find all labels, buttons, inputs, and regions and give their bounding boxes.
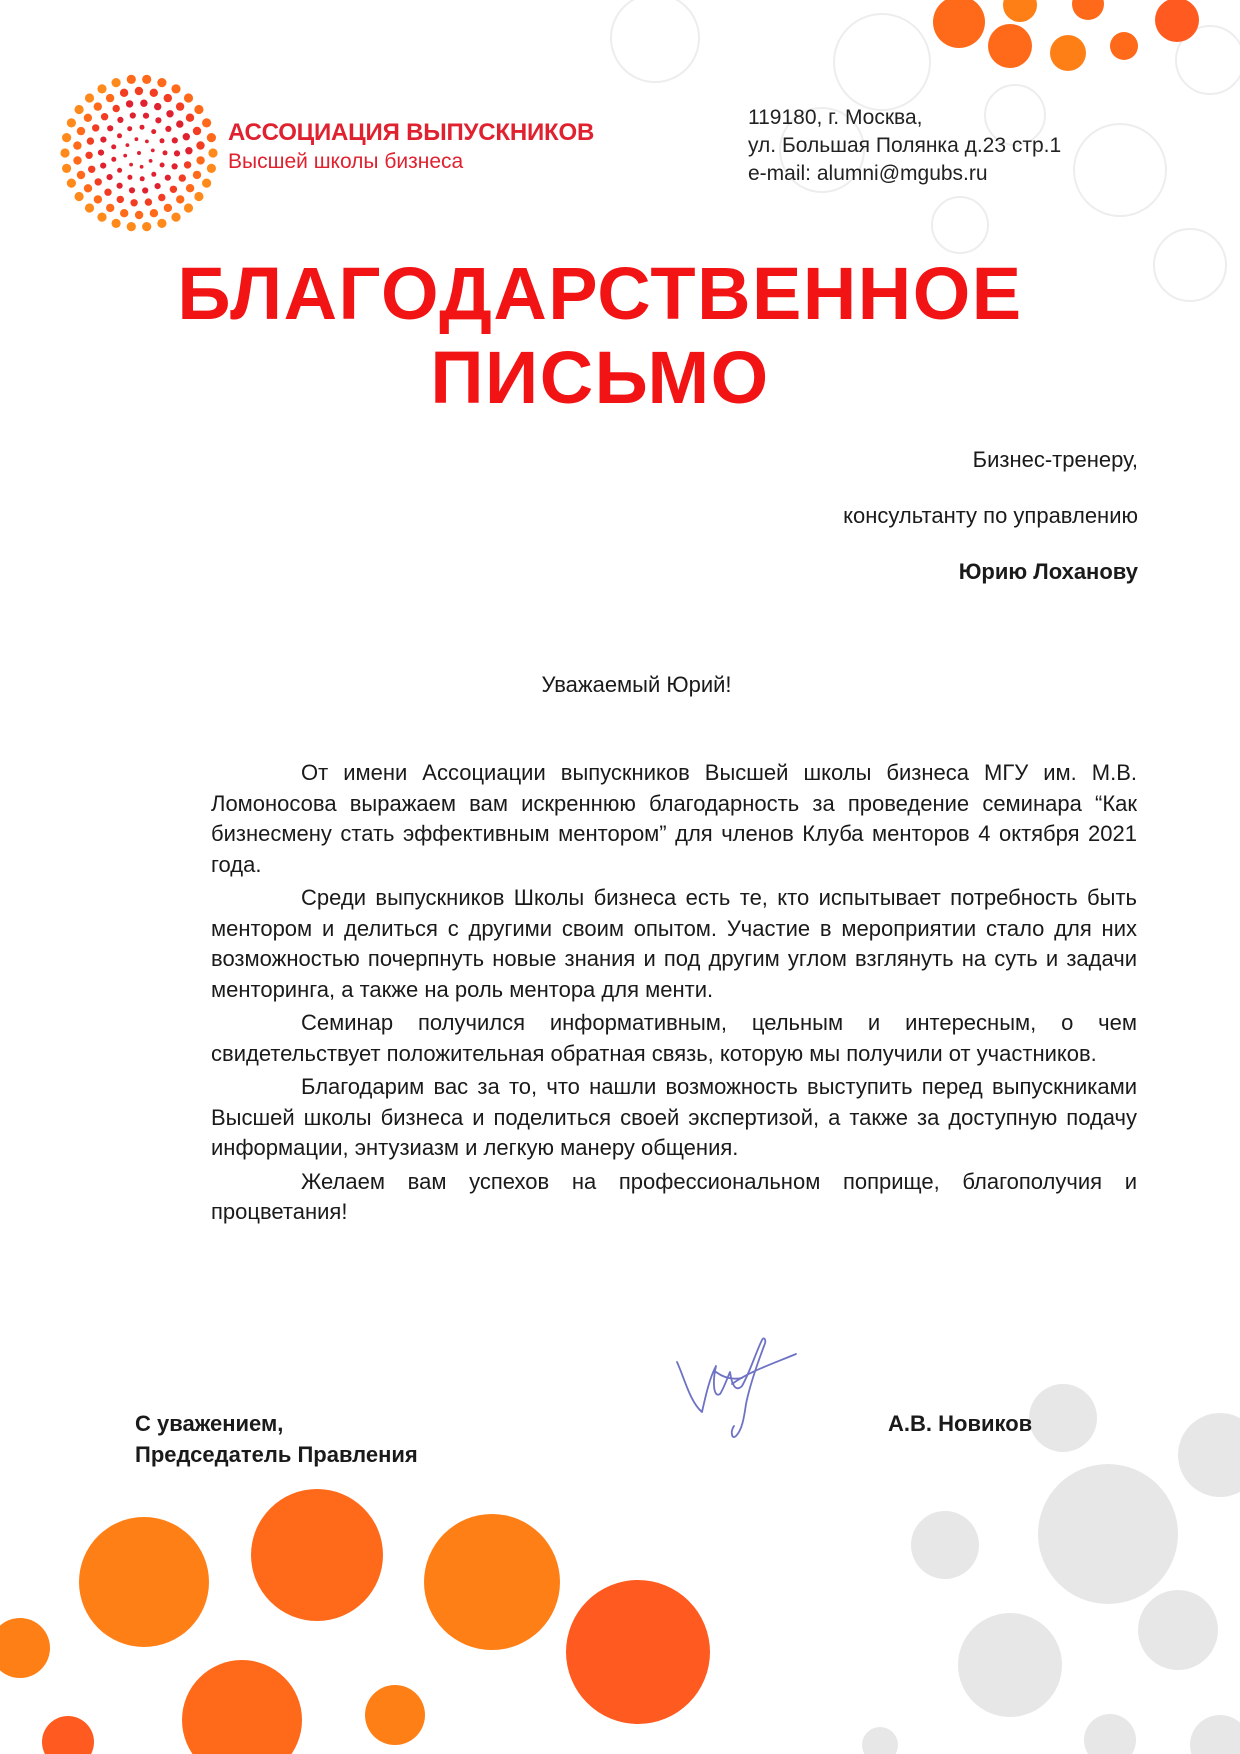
logo-dot bbox=[88, 166, 95, 173]
letter-title-line1: БЛАГОДАРСТВЕННОЕ bbox=[177, 252, 1023, 335]
logo-dot bbox=[94, 102, 102, 110]
logo-dot bbox=[117, 183, 123, 189]
body-paragraph: Желаем вам успехов на профессиональном поприще, благополучия и процветания! bbox=[211, 1168, 1137, 1224]
logo-dot bbox=[77, 171, 85, 179]
logo-dot bbox=[127, 126, 132, 131]
logo-dot bbox=[107, 174, 113, 180]
logo-dot bbox=[62, 133, 71, 142]
orange-dot bbox=[1072, 0, 1104, 20]
gray-circle bbox=[1038, 1464, 1178, 1604]
logo-dot bbox=[165, 175, 171, 181]
logo-dot bbox=[117, 117, 123, 123]
organization-name-line2: Высшей школы бизнеса bbox=[228, 149, 464, 173]
orange-circle bbox=[79, 1517, 209, 1647]
logo-dot bbox=[140, 125, 145, 130]
outline-circle bbox=[1074, 124, 1166, 216]
address-street: ул. Большая Полянка д.23 стр.1 bbox=[748, 134, 1062, 157]
logo-dot bbox=[196, 156, 204, 164]
orange-circle bbox=[365, 1685, 425, 1745]
signer-name: А.В. Новиков bbox=[888, 1411, 1033, 1436]
body-paragraph: Благодарим вас за то, что нашли возможность выступить перед выпускниками Высшей школы бизнеса и поделиться своей экспертизой, а также за доступную подачу информации, энтузиазм и легкую манеру общения. bbox=[211, 1074, 1137, 1160]
body-paragraph: Среди выпускников Школы бизнеса есть те, кто испытывает потребность быть ментором и делиться с другими своим опытом. Участие в мероприятии стало для них возможностью почерпнуть новые знания и под другим углом взглянуть на суть и задачи менторинга, а также на роль ментора для менти. bbox=[211, 885, 1137, 1002]
logo-dot bbox=[84, 114, 92, 122]
outline-circle bbox=[932, 197, 988, 253]
logo-dot bbox=[145, 140, 149, 144]
logo-dot bbox=[85, 93, 94, 102]
logo-dot bbox=[97, 84, 106, 93]
logo-dot bbox=[129, 187, 135, 193]
logo-dot bbox=[149, 159, 153, 163]
logo-dot bbox=[140, 100, 147, 107]
logo-dot bbox=[87, 137, 94, 144]
logo-dot bbox=[142, 187, 148, 193]
logo-dot bbox=[107, 125, 113, 131]
logo-dot bbox=[100, 137, 106, 143]
outline-circle bbox=[611, 0, 699, 82]
logo-dot bbox=[126, 143, 130, 147]
letter-title-line2: ПИСЬМО bbox=[430, 336, 770, 419]
gray-circle bbox=[1190, 1715, 1240, 1754]
logo-dot bbox=[151, 172, 156, 177]
logo-dot bbox=[164, 94, 172, 102]
logo-dot bbox=[130, 199, 137, 206]
logo-dot bbox=[165, 126, 171, 132]
top-orange-dots bbox=[933, 0, 1199, 71]
logo-dot bbox=[183, 133, 190, 140]
sender-address bbox=[748, 104, 1061, 188]
logo-dot bbox=[127, 75, 136, 84]
logo-dot bbox=[158, 194, 165, 201]
logo-dot bbox=[73, 141, 81, 149]
logo-dot bbox=[176, 195, 184, 203]
logo-dot bbox=[194, 192, 203, 201]
logo-dot bbox=[106, 204, 114, 212]
logo-dot bbox=[117, 168, 122, 173]
logo-dot bbox=[170, 186, 177, 193]
address-email: e-mail: alumni@mgubs.ru bbox=[748, 162, 988, 185]
handwritten-signature bbox=[672, 1332, 802, 1442]
association-logo-icon bbox=[58, 72, 220, 234]
logo-dot bbox=[164, 204, 172, 212]
orange-circle bbox=[251, 1489, 383, 1621]
logo-dot bbox=[140, 176, 145, 181]
logo-dot bbox=[176, 102, 184, 110]
logo-dot bbox=[145, 198, 152, 205]
logo-dot bbox=[179, 174, 186, 181]
logo-dot bbox=[75, 105, 84, 114]
logo-dot bbox=[160, 163, 165, 168]
logo-dot bbox=[113, 105, 120, 112]
logo-dot bbox=[163, 150, 168, 155]
body-paragraph: От имени Ассоциации выпускников Высшей школы бизнеса МГУ им. М.В. Ломоносова выражаем вам искреннюю благодарность за проведение семинара “Как бизнесмену стать эффективным ментором” для членов Клуба менторов 4 октября 2021 года. bbox=[211, 760, 1137, 877]
orange-dot bbox=[1050, 35, 1086, 71]
recipient-block bbox=[843, 447, 1138, 615]
logo-dot bbox=[142, 222, 151, 231]
logo-dot bbox=[129, 163, 133, 167]
orange-circle bbox=[0, 1618, 50, 1678]
logo-dot bbox=[123, 154, 127, 158]
logo-dot bbox=[60, 148, 69, 157]
letter-title bbox=[0, 252, 1200, 420]
logo-dot bbox=[73, 156, 81, 164]
logo-dot bbox=[135, 211, 143, 219]
logo-dot bbox=[193, 127, 201, 135]
salutation: Уважаемый Юрий! bbox=[541, 672, 732, 697]
logo-dot bbox=[111, 144, 116, 149]
logo-dot bbox=[112, 78, 121, 87]
logo-dot bbox=[95, 178, 102, 185]
logo-dot bbox=[172, 163, 178, 169]
recipient-role: Бизнес-тренеру, bbox=[972, 447, 1138, 472]
logo-dot bbox=[171, 84, 180, 93]
recipient-position: консультанту по управлению bbox=[843, 503, 1138, 528]
logo-dot bbox=[101, 113, 108, 120]
logo-dot bbox=[140, 165, 144, 169]
logo-dot bbox=[135, 137, 139, 141]
orange-circle bbox=[566, 1580, 710, 1724]
logo-dot bbox=[120, 89, 128, 97]
logo-dot bbox=[111, 157, 116, 162]
gray-circle bbox=[862, 1727, 898, 1754]
logo-dot bbox=[150, 89, 158, 97]
logo-dot bbox=[117, 133, 122, 138]
logo-dot bbox=[130, 112, 136, 118]
logo-dot bbox=[143, 113, 149, 119]
logo-dot bbox=[155, 183, 161, 189]
logo-dot bbox=[207, 133, 216, 142]
gray-circle bbox=[958, 1613, 1062, 1717]
logo-dot bbox=[185, 147, 192, 154]
letter-body bbox=[211, 758, 1137, 1231]
logo-dot bbox=[186, 114, 194, 122]
gray-circle bbox=[1138, 1590, 1218, 1670]
logo-dot bbox=[104, 189, 111, 196]
logo-dot bbox=[155, 117, 161, 123]
logo-dot bbox=[174, 150, 180, 156]
logo-dot bbox=[171, 213, 180, 222]
orange-dot bbox=[933, 0, 985, 48]
logo-center-dot bbox=[137, 151, 141, 155]
logo-dot bbox=[184, 161, 191, 168]
logo-dot bbox=[196, 141, 204, 149]
orange-dot bbox=[1155, 0, 1199, 42]
logo-dot bbox=[75, 192, 84, 201]
logo-dot bbox=[157, 219, 166, 228]
logo-dot bbox=[100, 163, 106, 169]
orange-circle bbox=[424, 1514, 560, 1650]
closing-block bbox=[135, 1408, 418, 1470]
logo-dot bbox=[97, 213, 106, 222]
orange-circle bbox=[42, 1716, 94, 1754]
organization-name-line1: АССОЦИАЦИЯ ВЫПУСКНИКОВ bbox=[228, 119, 595, 146]
logo-dot bbox=[202, 179, 211, 188]
logo-dot bbox=[193, 171, 201, 179]
orange-dot bbox=[1003, 0, 1037, 22]
logo-dot bbox=[150, 209, 158, 217]
logo-dot bbox=[85, 203, 94, 212]
logo-dot bbox=[157, 78, 166, 87]
logo-dot bbox=[67, 179, 76, 188]
gray-circle bbox=[1178, 1413, 1240, 1497]
logo-dot bbox=[84, 184, 92, 192]
logo-dot bbox=[202, 118, 211, 127]
address-city: 119180, г. Москва, bbox=[748, 106, 923, 129]
logo-dot bbox=[194, 105, 203, 114]
logo-dot bbox=[166, 110, 173, 117]
outline-circle bbox=[834, 14, 930, 110]
logo-dot bbox=[184, 93, 193, 102]
logo-dot bbox=[151, 129, 156, 134]
logo-dot bbox=[67, 118, 76, 127]
logo-dot bbox=[98, 150, 104, 156]
logo-dot bbox=[186, 184, 194, 192]
logo-dot bbox=[85, 152, 92, 159]
recipient-name: Юрию Лоханову bbox=[958, 559, 1138, 584]
logo-dot bbox=[160, 138, 165, 143]
logo-dot bbox=[62, 164, 71, 173]
logo-dot bbox=[176, 120, 183, 127]
body-paragraph: Семинар получился информативным, цельным и интересным, о чем свидетельствует положительная обратная связь, которую мы получили от участников. bbox=[211, 1010, 1137, 1066]
logo-dot bbox=[154, 103, 161, 110]
logo-dot bbox=[151, 149, 155, 153]
logo-dot bbox=[127, 175, 132, 180]
logo-dot bbox=[142, 75, 151, 84]
organization-name bbox=[228, 119, 594, 174]
logo-dot bbox=[135, 87, 143, 95]
logo-dot bbox=[94, 195, 102, 203]
closing-regards: С уважением, bbox=[135, 1411, 284, 1436]
gray-circle bbox=[1084, 1714, 1136, 1754]
closing-title: Председатель Правления bbox=[135, 1442, 418, 1467]
logo-dot bbox=[172, 137, 178, 143]
logo-dot bbox=[207, 164, 216, 173]
logo-dot bbox=[117, 196, 124, 203]
gray-circle bbox=[1029, 1384, 1097, 1452]
logo-dot bbox=[208, 148, 217, 157]
logo-dot bbox=[112, 219, 121, 228]
orange-dot bbox=[1110, 32, 1138, 60]
orange-circle bbox=[182, 1660, 302, 1754]
bottom-orange-circles bbox=[0, 1489, 710, 1754]
orange-dot bbox=[988, 24, 1032, 68]
logo-dot bbox=[92, 124, 99, 131]
logo-dot bbox=[126, 100, 133, 107]
gray-circle bbox=[911, 1511, 979, 1579]
logo-dot bbox=[77, 127, 85, 135]
logo-dot bbox=[106, 94, 114, 102]
logo-dot bbox=[184, 203, 193, 212]
logo-dot bbox=[127, 222, 136, 231]
logo-dot bbox=[120, 209, 128, 217]
bottom-gray-circles bbox=[862, 1384, 1240, 1754]
